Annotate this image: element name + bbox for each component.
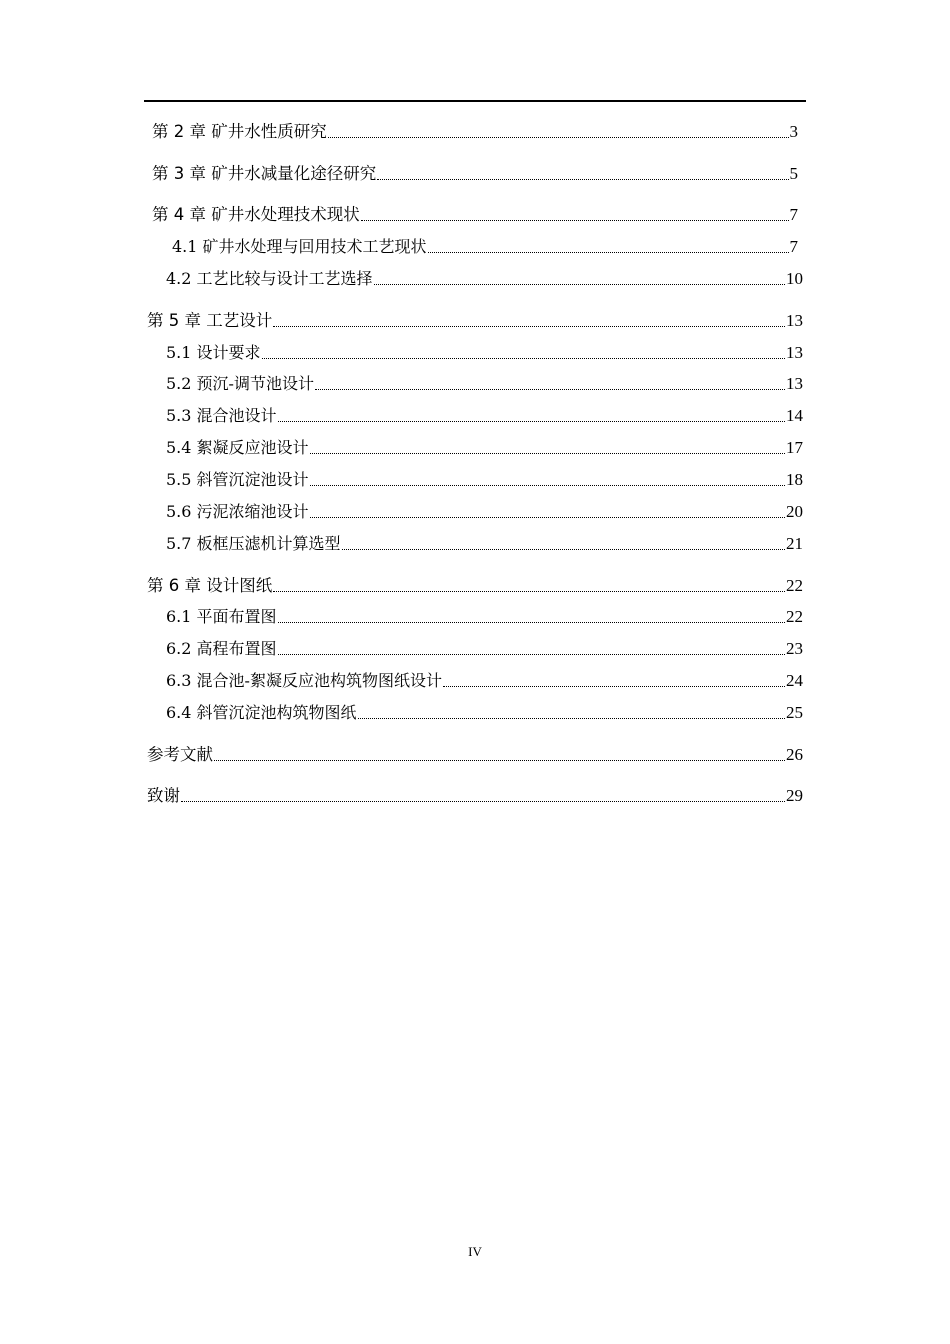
toc-entry-title: 参考文献: [147, 745, 213, 764]
toc-entry-page: 25: [786, 703, 803, 722]
toc-entry-page: 13: [786, 311, 803, 330]
toc-entry-page: 13: [786, 343, 803, 362]
toc-entry-page: 22: [786, 607, 803, 626]
toc-entry[interactable]: [166, 469, 803, 491]
toc-entry-page: 24: [786, 671, 803, 690]
toc-entry-page: 17: [786, 438, 803, 457]
toc-entry-title: 5.6 污泥浓缩池设计: [166, 502, 309, 521]
toc-entry[interactable]: [147, 575, 803, 597]
toc-entry-title: 第 4 章 矿井水处理技术现状: [152, 205, 360, 224]
toc-entry-title: 致谢: [147, 786, 180, 805]
toc-entry[interactable]: [166, 702, 803, 724]
dot-leader: [278, 421, 785, 422]
toc-entry-page: 7: [789, 237, 798, 256]
toc-entry[interactable]: [147, 744, 803, 766]
toc-entry[interactable]: [166, 533, 803, 555]
toc-entry-page: 14: [786, 406, 803, 425]
dot-leader: [377, 179, 788, 180]
toc-entry-title: 5.7 板框压滤机计算选型: [166, 534, 341, 553]
toc-entry-title: 6.2 高程布置图: [166, 639, 277, 658]
toc-entry[interactable]: [152, 204, 798, 226]
toc-entry-page: 26: [786, 745, 803, 764]
dot-leader: [278, 622, 785, 623]
toc-entry[interactable]: [166, 638, 803, 660]
toc-entry-title: 第 3 章 矿井水减量化途径研究: [152, 164, 377, 183]
toc-entry-title: 6.1 平面布置图: [166, 607, 277, 626]
toc-entry-title: 5.1 设计要求: [166, 343, 261, 362]
toc-entry-page: 13: [786, 374, 803, 393]
toc-entry-title: 5.5 斜管沉淀池设计: [166, 470, 309, 489]
toc-entry[interactable]: [166, 606, 803, 628]
dot-leader: [342, 549, 785, 550]
dot-leader: [262, 358, 785, 359]
toc-entry-page: 3: [789, 122, 798, 141]
header-rule: [144, 100, 806, 102]
toc-entry-page: 5: [789, 164, 798, 183]
dot-leader: [278, 654, 785, 655]
toc-entry[interactable]: [172, 236, 798, 258]
dot-leader: [315, 389, 785, 390]
page-number: IV: [468, 1244, 482, 1259]
dot-leader: [328, 137, 789, 138]
toc-entry-title: 5.3 混合池设计: [166, 406, 277, 425]
toc-entry[interactable]: [166, 501, 803, 523]
toc-entry[interactable]: [152, 163, 798, 185]
toc-entry[interactable]: [166, 437, 803, 459]
toc-entry-page: 21: [786, 534, 803, 553]
toc-entry-page: 18: [786, 470, 803, 489]
toc-entry-title: 第 5 章 工艺设计: [147, 311, 273, 330]
toc-entry-title: 4.2 工艺比较与设计工艺选择: [166, 269, 373, 288]
dot-leader: [310, 517, 785, 518]
toc-entry-title: 6.4 斜管沉淀池构筑物图纸: [166, 703, 357, 722]
toc-entry-page: 29: [786, 786, 803, 805]
toc-entry-page: 7: [789, 205, 798, 224]
dot-leader: [361, 220, 789, 221]
toc-entry[interactable]: [152, 121, 798, 143]
dot-leader: [358, 718, 785, 719]
toc-entry-title: 5.2 预沉-调节池设计: [166, 374, 314, 393]
dot-leader: [273, 326, 785, 327]
toc-entry[interactable]: [166, 268, 803, 290]
dot-leader: [428, 252, 789, 253]
dot-leader: [374, 284, 785, 285]
toc-entry[interactable]: [166, 405, 803, 427]
toc-entry-title: 6.3 混合池-絮凝反应池构筑物图纸设计: [166, 671, 442, 690]
toc-entry[interactable]: [166, 342, 803, 364]
toc-entry-title: 4.1 矿井水处理与回用技术工艺现状: [172, 237, 427, 256]
toc-entry-title: 第 6 章 设计图纸: [147, 576, 273, 595]
toc-entry-page: 20: [786, 502, 803, 521]
dot-leader: [443, 686, 785, 687]
toc-entry-page: 10: [786, 269, 803, 288]
toc-entry[interactable]: [166, 373, 803, 395]
toc-entry-page: 22: [786, 576, 803, 595]
dot-leader: [273, 591, 785, 592]
toc-entry[interactable]: [147, 310, 803, 332]
dot-leader: [310, 485, 785, 486]
dot-leader: [214, 760, 785, 761]
toc-entry-title: 5.4 絮凝反应池设计: [166, 438, 309, 457]
toc-entry-title: 第 2 章 矿井水性质研究: [152, 122, 327, 141]
dot-leader: [310, 453, 785, 454]
dot-leader: [181, 801, 785, 802]
toc-entry[interactable]: [166, 670, 803, 692]
toc-entry[interactable]: [147, 785, 803, 807]
toc-entry-page: 23: [786, 639, 803, 658]
